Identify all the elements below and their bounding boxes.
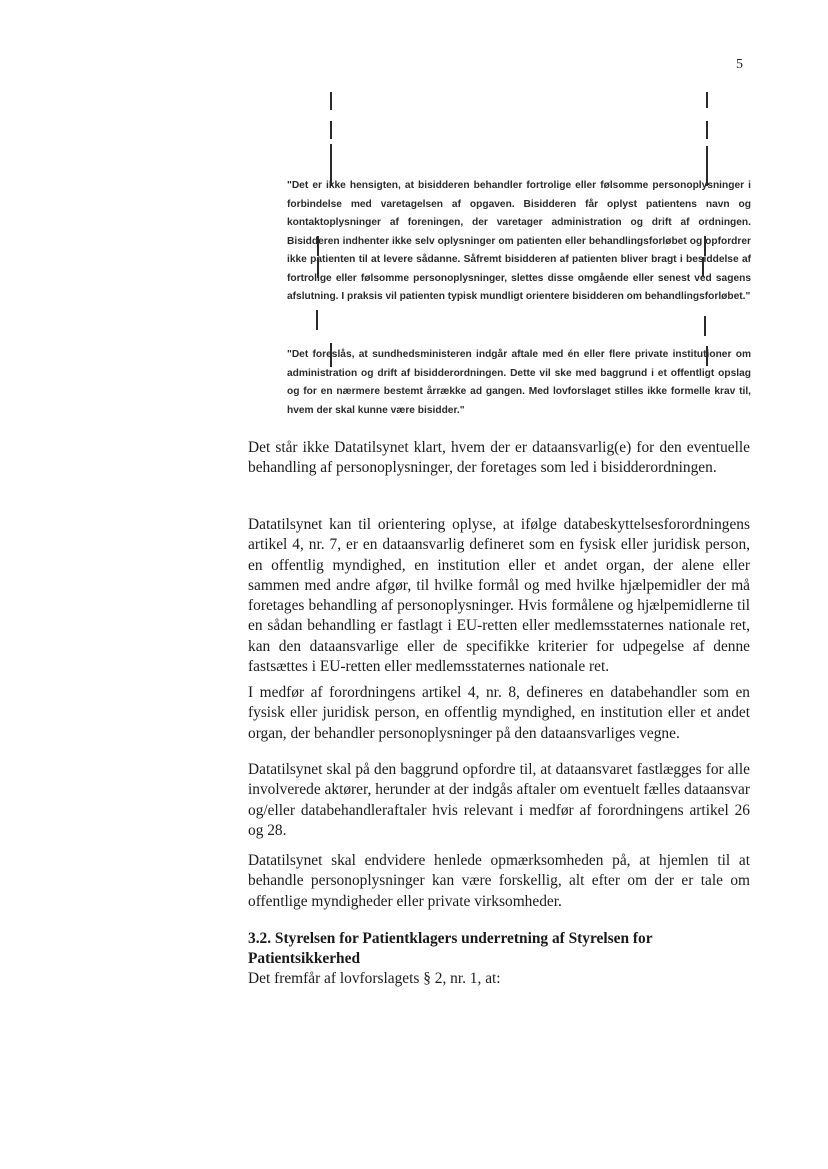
section-intro: Det fremfår af lovforslagets § 2, nr. 1, at: [248,970,501,987]
body-paragraph: Det står ikke Datatilsynet klart, hvem der er dataansvarlig(e) for den eventuelle behandling af personoplysninger, der foretages som led i bisidderordningen. [248,439,750,477]
revision-mark [706,121,708,139]
revision-mark [706,92,708,108]
revision-mark [316,310,318,330]
revision-mark [330,121,332,139]
quote-block: "Det foreslås, at sundhedsministeren indgår aftale med én eller flere private institutioner om administration og drift af bisidderordningen. Dette vil ske med baggrund i et offentligt opslag og for en nærmere bestemt årrække ad gangen. Med lovforslaget stilles ikke formelle krav til, hvem der skal kunne være bisidder." [287,349,751,416]
body-paragraph: I medfør af forordningens artikel 4, nr. 8, defineres en databehandler som en fysisk eller juridisk person, en offentlig myndighed, en institution eller et andet organ, der behandler personoplysninger på den dataansvarliges vegne. [248,684,750,742]
quote-block: "Det er ikke hensigten, at bisidderen behandler fortrolige eller følsomme personoplysninger i forbindelse med varetagelsen af opgaven. Bisidderen får oplyst patientens navn og kontaktoplysninger af foreningen, der varetager administration og drift af ordningen. Bisidderen indhenter ikke selv oplysninger om patienten eller behandlingsforløbet og opfordrer ikke patienten til at levere sådanne. Såfremt bisidderen af patienten bliver bragt i besiddelse af fortrolige eller følsomme personoplysninger, slettes disse omgående eller senest ved sagens afslutning. I praksis vil patienten typisk mundligt orientere bisidderen om behandlingsforløbet." [287,180,751,302]
page-number: 5 [736,57,743,72]
body-paragraph: Datatilsynet skal på den baggrund opfordre til, at dataansvaret fastlægges for alle involverede aktører, herunder at der indgås aftaler om eventuelt fælles dataansvar og/eller databehandleraftaler hvis relevant i medfør af forordningens artikel 26 og 28. [248,761,750,839]
revision-mark [330,92,332,110]
body-paragraph: Datatilsynet kan til orientering oplyse, at ifølge databeskyttelsesforordningens artikel 4, nr. 7, er en dataansvarlig defineret som en fysisk eller juridisk person, en offentlig myndighed, en institution eller et andet organ, der alene eller sammen med andre afgør, til hvilke formål og med hvilke hjælpemidler der må foretages behandling af personoplysninger. Hvis formålene og hjælpemidlerne til en sådan behandling er fastlagt i EU-retten eller medlemsstaternes nationale ret, kan den dataansvarlige eller de specifikke kriterier for udpegelse af denne fastsættes i EU-retten eller medlemsstaternes nationale ret. [248,516,750,676]
revision-mark [704,316,706,336]
body-paragraph: Datatilsynet skal endvidere henlede opmærksomheden på, at hjemlen til at behandle personoplysninger kan være forskellig, alt efter om der er tale om offentlige myndigheder eller private virksomheder. [248,852,750,910]
section-heading: 3.2. Styrelsen for Patientklagers underretning af Styrelsen for Patientsikkerhed [248,930,653,968]
